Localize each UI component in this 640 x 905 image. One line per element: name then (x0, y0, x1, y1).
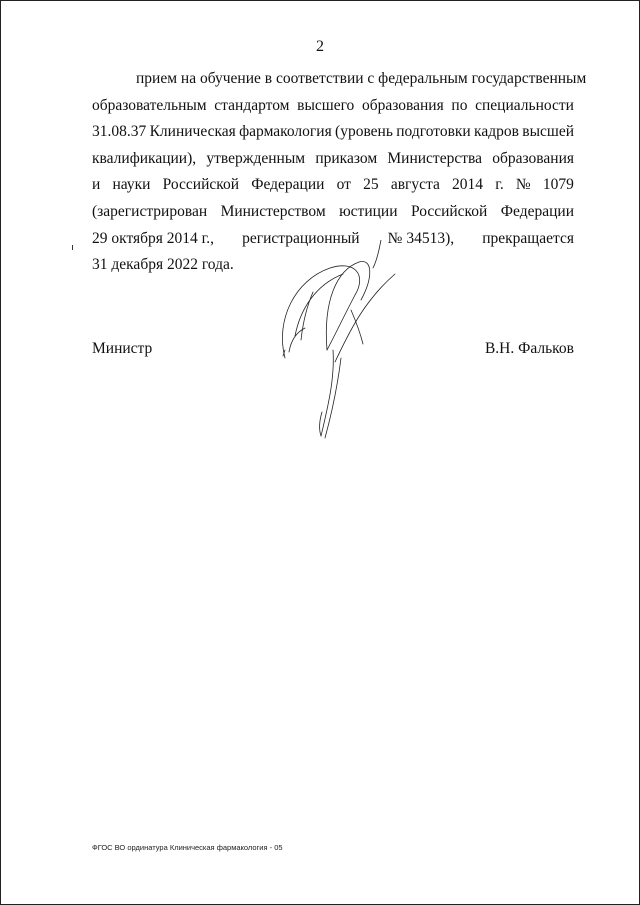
body-word: юстиции (339, 202, 398, 220)
body-word: Министерством (220, 202, 326, 220)
body-word: 29 октября 2014 г., (92, 229, 215, 247)
body-word: кадров (474, 123, 519, 141)
body-line (92, 146, 574, 173)
body-word: от (336, 176, 351, 194)
body-word: квалификации), (92, 149, 197, 167)
body-word: регистрационный (242, 229, 360, 247)
document-footer: ФГОС ВО ординатура Клиническая фармакология - 05 (92, 843, 283, 852)
body-word: г. (495, 176, 504, 194)
body-word: высшего (297, 96, 355, 114)
body-word: прекращается (482, 229, 574, 247)
body-word: (уровень (335, 123, 393, 141)
signature-row (92, 340, 574, 358)
body-word: 25 (363, 176, 379, 194)
body-word: по (451, 96, 468, 114)
page-number: 2 (316, 38, 324, 55)
body-word: № 34513), (387, 229, 455, 247)
body-word: (зарегистрирован (92, 202, 208, 220)
body-word: утвержденным (206, 149, 306, 167)
body-word: Российской (410, 202, 488, 220)
body-word: образовательным (92, 96, 207, 114)
body-word: Федерации (251, 176, 325, 194)
body-line (92, 119, 574, 146)
signatory-title: Министр (92, 340, 153, 357)
body-word: образования (492, 149, 574, 167)
body-word: 1079 (542, 176, 574, 194)
body-word: высшей (522, 123, 574, 141)
body-word: 31.08.37 (92, 123, 147, 141)
body-word: Клиническая (149, 123, 236, 141)
signatory-name: В.Н. Фальков (484, 340, 574, 357)
body-word: и (92, 176, 101, 194)
body-word: 2014 (452, 176, 484, 194)
body-line (92, 199, 574, 226)
body-line (92, 172, 574, 199)
body-word: Российской (162, 176, 240, 194)
body-word: приказом (315, 149, 378, 167)
body-word: специальности (475, 96, 574, 114)
body-word: стандартом (214, 96, 290, 114)
body-word: науки (112, 176, 151, 194)
body-word: № (515, 176, 531, 194)
body-word: Федерации (500, 202, 574, 220)
body-word: фармакология (239, 123, 332, 141)
body-word: Министерства (387, 149, 482, 167)
body-line: прием на обучение в соответствии с федеральным государственным (136, 70, 587, 87)
body-line (92, 93, 574, 120)
body-line: 31 декабря 2022 года. (92, 256, 234, 274)
body-word: образования (361, 96, 444, 114)
body-word: августа (390, 176, 440, 194)
body-word: подготовки (396, 123, 471, 141)
margin-mark (72, 245, 73, 250)
